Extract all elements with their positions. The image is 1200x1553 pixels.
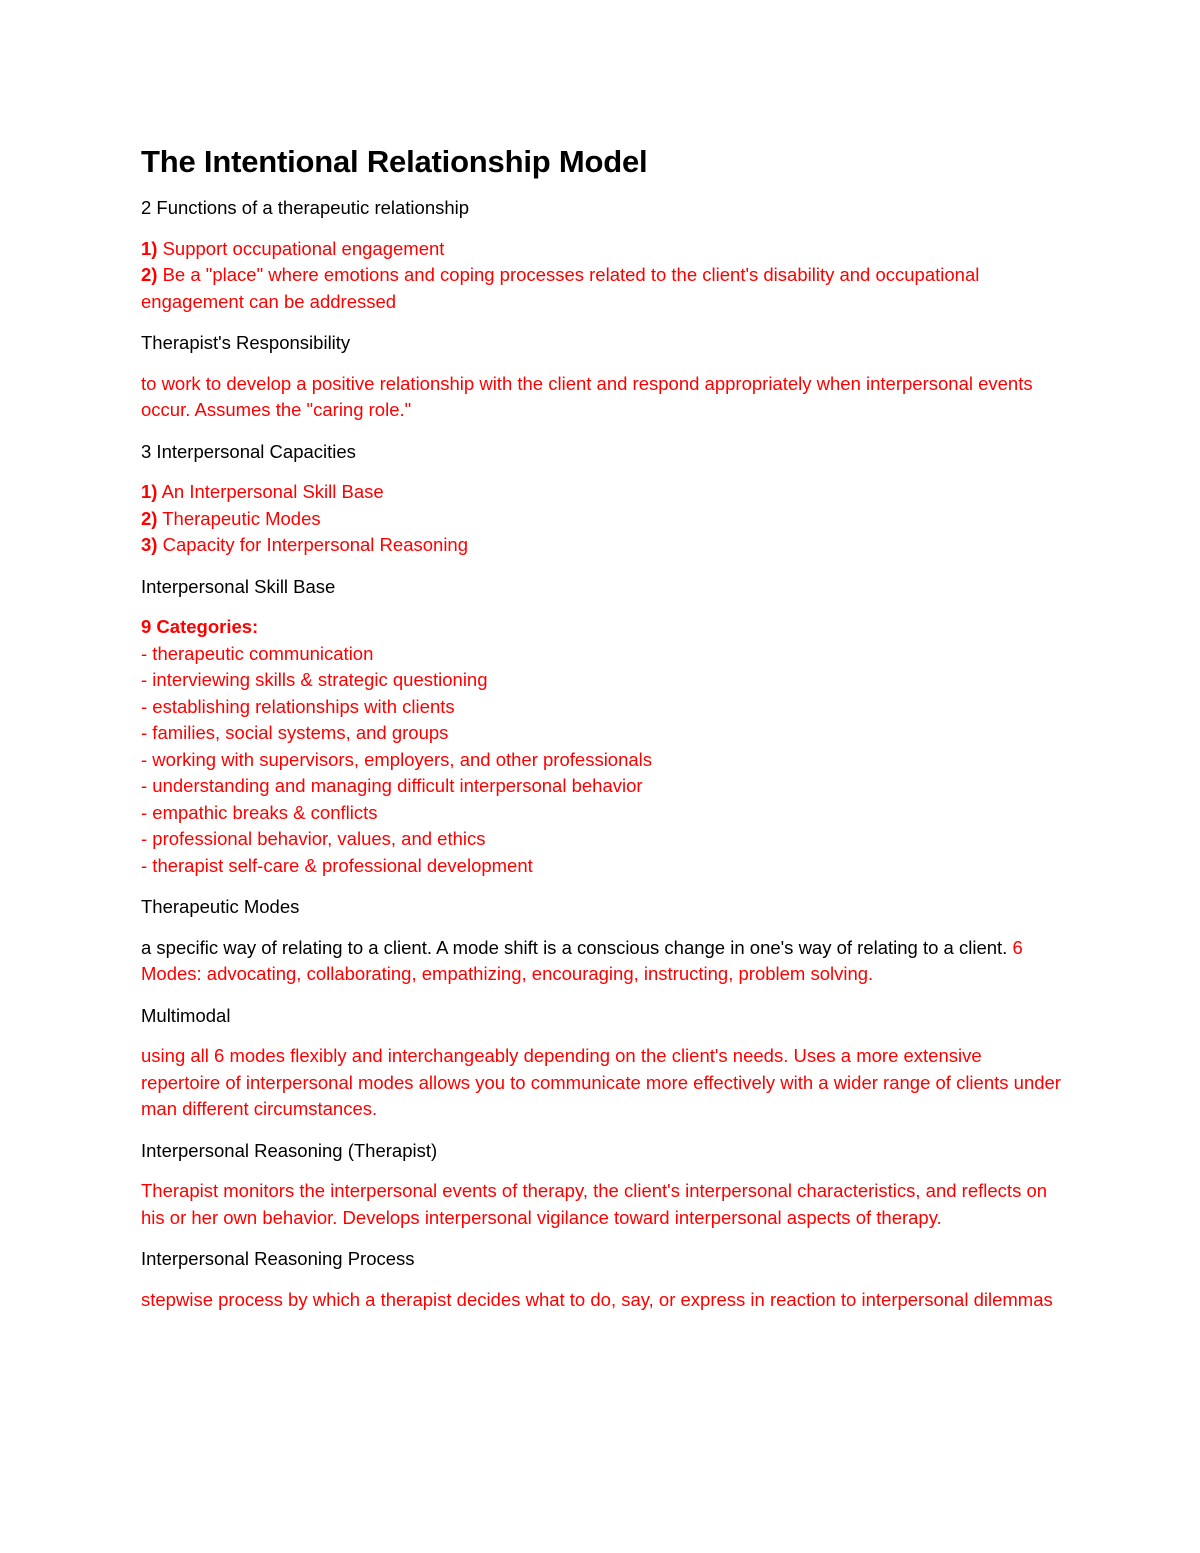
item-number: 3) (141, 534, 158, 555)
list-item: - therapist self-care & professional development (141, 854, 533, 876)
functions-item-2 (141, 262, 1061, 315)
list-item: - working with supervisors, employers, and other professionals (141, 748, 653, 770)
capacities-item-2 (141, 506, 1061, 533)
responsibility-body: to work to develop a positive relationship with the client and respond appropriately when interpersonal events occur. Assumes the "caring role." (141, 372, 1033, 420)
skill-base-heading: Interpersonal Skill Base (141, 575, 336, 597)
capacities-list (141, 479, 1061, 559)
item-text: Support occupational engagement (157, 237, 445, 259)
capacities-item-3 (141, 532, 1061, 559)
modes-list: 6 Modes: advocating, collaborating, empathizing, encouraging, instructing, problem solving. (141, 936, 1023, 984)
reasoning-process-body: stepwise process by which a therapist decides what to do, say, or express in reaction to interpersonal dilemmas (141, 1288, 1053, 1310)
capacities-heading: 3 Interpersonal Capacities (141, 440, 356, 462)
functions-list (141, 236, 1061, 316)
capacities-item-1 (141, 479, 1061, 506)
reasoning-therapist-heading: Interpersonal Reasoning (Therapist) (141, 1139, 438, 1161)
item-text: An Interpersonal Skill Base (157, 481, 384, 502)
responsibility-heading: Therapist's Responsibility (141, 332, 351, 353)
list-item: - professional behavior, values, and ethics (141, 828, 486, 849)
categories-label: 9 Categories: (141, 616, 259, 637)
multimodal-body: using all 6 modes flexibly and interchangeably depending on the client's needs. Uses a more extensive repertoire of interpersonal modes allows you to communicate more effectively with a wider range of clients under man different circumstances. (141, 1045, 1061, 1119)
item-text: Capacity for Interpersonal Reasoning (157, 534, 469, 555)
item-text: Therapeutic Modes (157, 507, 321, 529)
item-number: 1) (141, 481, 158, 502)
functions-heading: 2 Functions of a therapeutic relationship (141, 197, 470, 218)
document-title: The Intentional Relationship Model (141, 144, 648, 179)
item-text: Be a "place" where emotions and coping processes related to the client's disability and occupational engagement can be addressed (141, 264, 980, 312)
skill-base-list (141, 614, 1061, 879)
list-item: - establishing relationships with clients (141, 695, 455, 717)
item-number: 2) (141, 507, 158, 529)
item-number: 1) (141, 237, 158, 259)
list-item: - families, social systems, and groups (141, 722, 449, 743)
multimodal-heading: Multimodal (141, 1004, 231, 1026)
document-page (141, 140, 1061, 1328)
list-item: - therapeutic communication (141, 642, 374, 664)
reasoning-process-heading: Interpersonal Reasoning Process (141, 1248, 415, 1269)
reasoning-therapist-body: Therapist monitors the interpersonal events of therapy, the client's interpersonal characteristics, and reflects on his or her own behavior. Develops interpersonal vigilance toward interpersonal aspects of therapy. (141, 1180, 1048, 1228)
modes-heading: Therapeutic Modes (141, 896, 300, 917)
list-item: - empathic breaks & conflicts (141, 801, 378, 823)
functions-item-1 (141, 236, 1061, 263)
list-item: - understanding and managing difficult interpersonal behavior (141, 775, 643, 796)
modes-body (141, 935, 1061, 988)
modes-definition: a specific way of relating to a client. A mode shift is a conscious change in one's way of relating to a client. (141, 936, 1013, 958)
list-item: - interviewing skills & strategic questioning (141, 669, 488, 690)
item-number: 2) (141, 264, 158, 285)
